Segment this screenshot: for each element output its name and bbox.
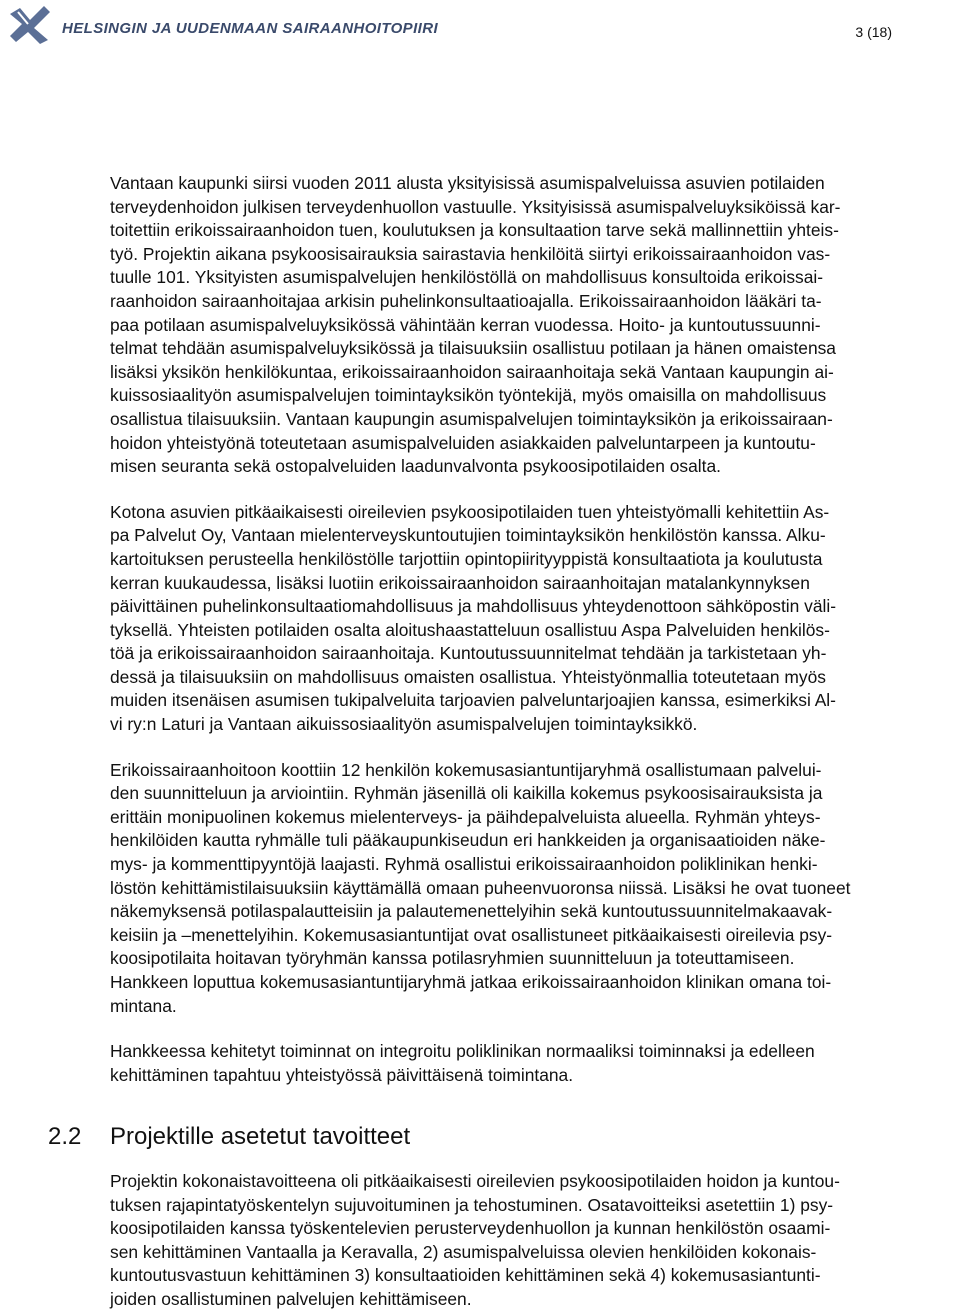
text-line: töä ja erikoissairaanhoidon sairaanhoitaja. Kuntoutussuunnitelmat tehdään ja tarkistetaan yh-	[110, 643, 827, 664]
text-line: keisiin ja –menettelyihin. Kokemusasiantuntijat ovat osallistuneet pitkäaikaisesti oireilevia psy-	[110, 924, 833, 945]
text-line: kehittäminen tapahtuu yhteistyössä päivittäisenä toimintana.	[110, 1064, 574, 1085]
text-line: mintana.	[110, 995, 177, 1016]
text-line: sen kehittäminen Vantaalla ja Keravalla, 2) asumispalveluissa olevien henkilöiden kokonais-	[110, 1241, 817, 1262]
section-title: Projektille asetetut tavoitteet	[110, 1123, 411, 1150]
text-line: tyksellä. Yhteisten potilaiden osalta aloitushaastatteluun osallistuu Aspa Palveluiden henkilös-	[110, 619, 830, 640]
section-heading	[48, 1123, 410, 1151]
paragraph-2	[110, 501, 960, 737]
text-line: osallistua tilaisuuksiin. Vantaan kaupungin asumispalvelujen toimintayksikön ja erikoissairaan-	[110, 408, 833, 429]
text-line: koosipotilaita hoitavan työryhmän kanssa potilasryhmien suunnitteluun ja toteuttamiseen.	[110, 948, 795, 969]
text-line: dessä ja tilaisuuksiin on mahdollisuus omaisten osallistua. Yhteistyönmallia toteutetaan myös	[110, 666, 826, 687]
body-text	[110, 172, 960, 1087]
organization-name: HELSINGIN JA UUDENMAAN SAIRAANHOITOPIIRI	[62, 20, 439, 37]
section-body	[110, 1170, 960, 1312]
paragraph-1	[110, 172, 960, 479]
text-line: työ. Projektin aikana psykoosisairauksia sairastavia henkilöitä siirtyi erikoissairaanhoidon vas-	[110, 243, 831, 264]
text-line: mys- ja kommenttipyyntöjä laajasti. Ryhmä osallistui erikoissairaanhoidon poliklinikan henki-	[110, 854, 818, 875]
text-line: koosipotilaiden kanssa työskentelevien perusterveydenhuollon ja kunnan henkilöstön osaami-	[110, 1218, 831, 1239]
text-line: tuulle 101. Yksityisten asumispalvelujen henkilöstöllä on mahdollisuus konsultoida erikoissai-	[110, 267, 824, 288]
text-line: lisäksi yksikön henkilökuntaa, erikoissairaanhoidon sairaanhoitaja sekä Vantaan kaupungin ai-	[110, 361, 834, 382]
text-line: päivittäinen puhelinkonsultaatiomahdollisuus ja mahdollisuus yhteydenottoon sähköpostin väli-	[110, 596, 837, 617]
text-line: paa potilaan asumispalveluyksikössä vähintään kerran vuodessa. Hoito- ja kuntoutussuunni-	[110, 314, 821, 335]
text-line: telmat tehdään asumispalveluyksikössä ja tilaisuuksiin osallistuu potilaan ja hänen omaistensa	[110, 338, 836, 359]
page-header	[0, 0, 960, 60]
text-line: tuksen rajapintatyöskentelyn sujuvoituminen ja tehostuminen. Osatavoitteiksi asetettiin 1) psy-	[110, 1194, 834, 1215]
text-line: hoidon yhteistyönä toteutetaan asumispalveluiden asiakkaiden palveluntarpeen ja kuntoutu-	[110, 432, 816, 453]
hus-logo-icon	[8, 4, 52, 44]
text-line: Projektin kokonaistavoitteena oli pitkäaikaisesti oireilevien psykoosipotilaiden hoidon ja kuntou-	[110, 1171, 840, 1191]
text-line: joiden osallistuminen palvelujen kehittämiseen.	[110, 1288, 472, 1309]
paragraph-4	[110, 1040, 960, 1087]
text-line: toitettiin erikoissairaanhoidon tuen, koulutuksen ja konsultaation tarve sekä mallinnettiin yhteis-	[110, 220, 839, 241]
text-line: kartoituksen perusteella henkilöstölle tarjottiin opintopiirityyppistä konsultaatiota ja koulutusta	[110, 548, 823, 569]
text-line: Vantaan kaupunki siirsi vuoden 2011 alusta yksityisissä asumispalveluissa asuvien potilaiden	[110, 173, 825, 193]
paragraph-5	[110, 1170, 960, 1312]
text-line: kuntoutusvastuun kehittäminen 3) konsultaatioiden kehittäminen sekä 4) kokemusasiantunti-	[110, 1265, 821, 1286]
text-line: Hankkeessa kehitetyt toiminnat on integroitu poliklinikan normaaliksi toiminnaksi ja edelleen	[110, 1041, 815, 1062]
text-line: Kotona asuvien pitkäaikaisesti oireilevien psykoosipotilaiden tuen yhteistyömalli kehitettiin As-	[110, 501, 830, 522]
text-line: henkilöiden kautta ryhmälle tuli pääkaupunkiseudun eri hankkeiden ja organisaatioiden näke-	[110, 830, 826, 851]
text-line: erittäin monipuolinen kokemus mielenterveys- ja päihdepalveluista alueella. Ryhmän yhteys-	[110, 806, 821, 827]
paragraph-3	[110, 759, 960, 1019]
text-line: kerran kuukaudessa, lisäksi luotiin erikoissairaanhoidon sairaanhoitajan matalankynnyksen	[110, 572, 810, 593]
text-line: raanhoidon sairaanhoitajaa arkisin puhelinkonsultaatioajalla. Erikoissairaanhoidon lääkäri ta-	[110, 290, 822, 311]
text-line: näkemyksensä potilaspalautteisiin ja palautemenettelyihin sekä kuntoutussuunnitelmakaavak-	[110, 901, 833, 922]
section-number: 2.2	[48, 1123, 82, 1150]
text-line: pa Palvelut Oy, Vantaan mielenterveyskuntoutujien toimintayksikön henkilöstön kanssa. Alku-	[110, 525, 826, 546]
text-line: kuissosiaalityön asumispalvelujen toimintayksikön työntekijä, myös omaisilla on mahdollisuus	[110, 385, 827, 406]
text-line: misen seuranta sekä ostopalveluiden laadunvalvonta psykoosipotilaiden osalta.	[110, 456, 721, 477]
text-line: terveydenhoidon julkisen terveydenhuollon vastuulle. Yksityisissä asumispalveluyksiköissä kar-	[110, 196, 841, 217]
text-line: muiden itsenäisen asumisen tukipalveluita tarjoavien palveluntarjoajien kanssa, esimerkiksi Al-	[110, 690, 836, 711]
page-number: 3 (18)	[855, 24, 892, 40]
text-line: vi ry:n Laturi ja Vantaan aikuissosiaalityön asumispalvelujen toimintayksikkö.	[110, 714, 698, 735]
text-line: den suunnitteluun ja arviointiin. Ryhmän jäsenillä oli kaikilla kokemus psykoosisairauksista ja	[110, 783, 823, 804]
text-line: löstön kehittämistilaisuuksiin käyttämällä omaan puheenvuoronsa niissä. Lisäksi he ovat tuoneet	[110, 877, 851, 898]
text-line: Hankkeen loputtua kokemusasiantuntijaryhmä jatkaa erikoissairaanhoidon klinikan omana toi-	[110, 972, 832, 992]
text-line: Erikoissairaanhoitoon koottiin 12 henkilön kokemusasiantuntijaryhmä osallistumaan palvelui-	[110, 759, 822, 780]
